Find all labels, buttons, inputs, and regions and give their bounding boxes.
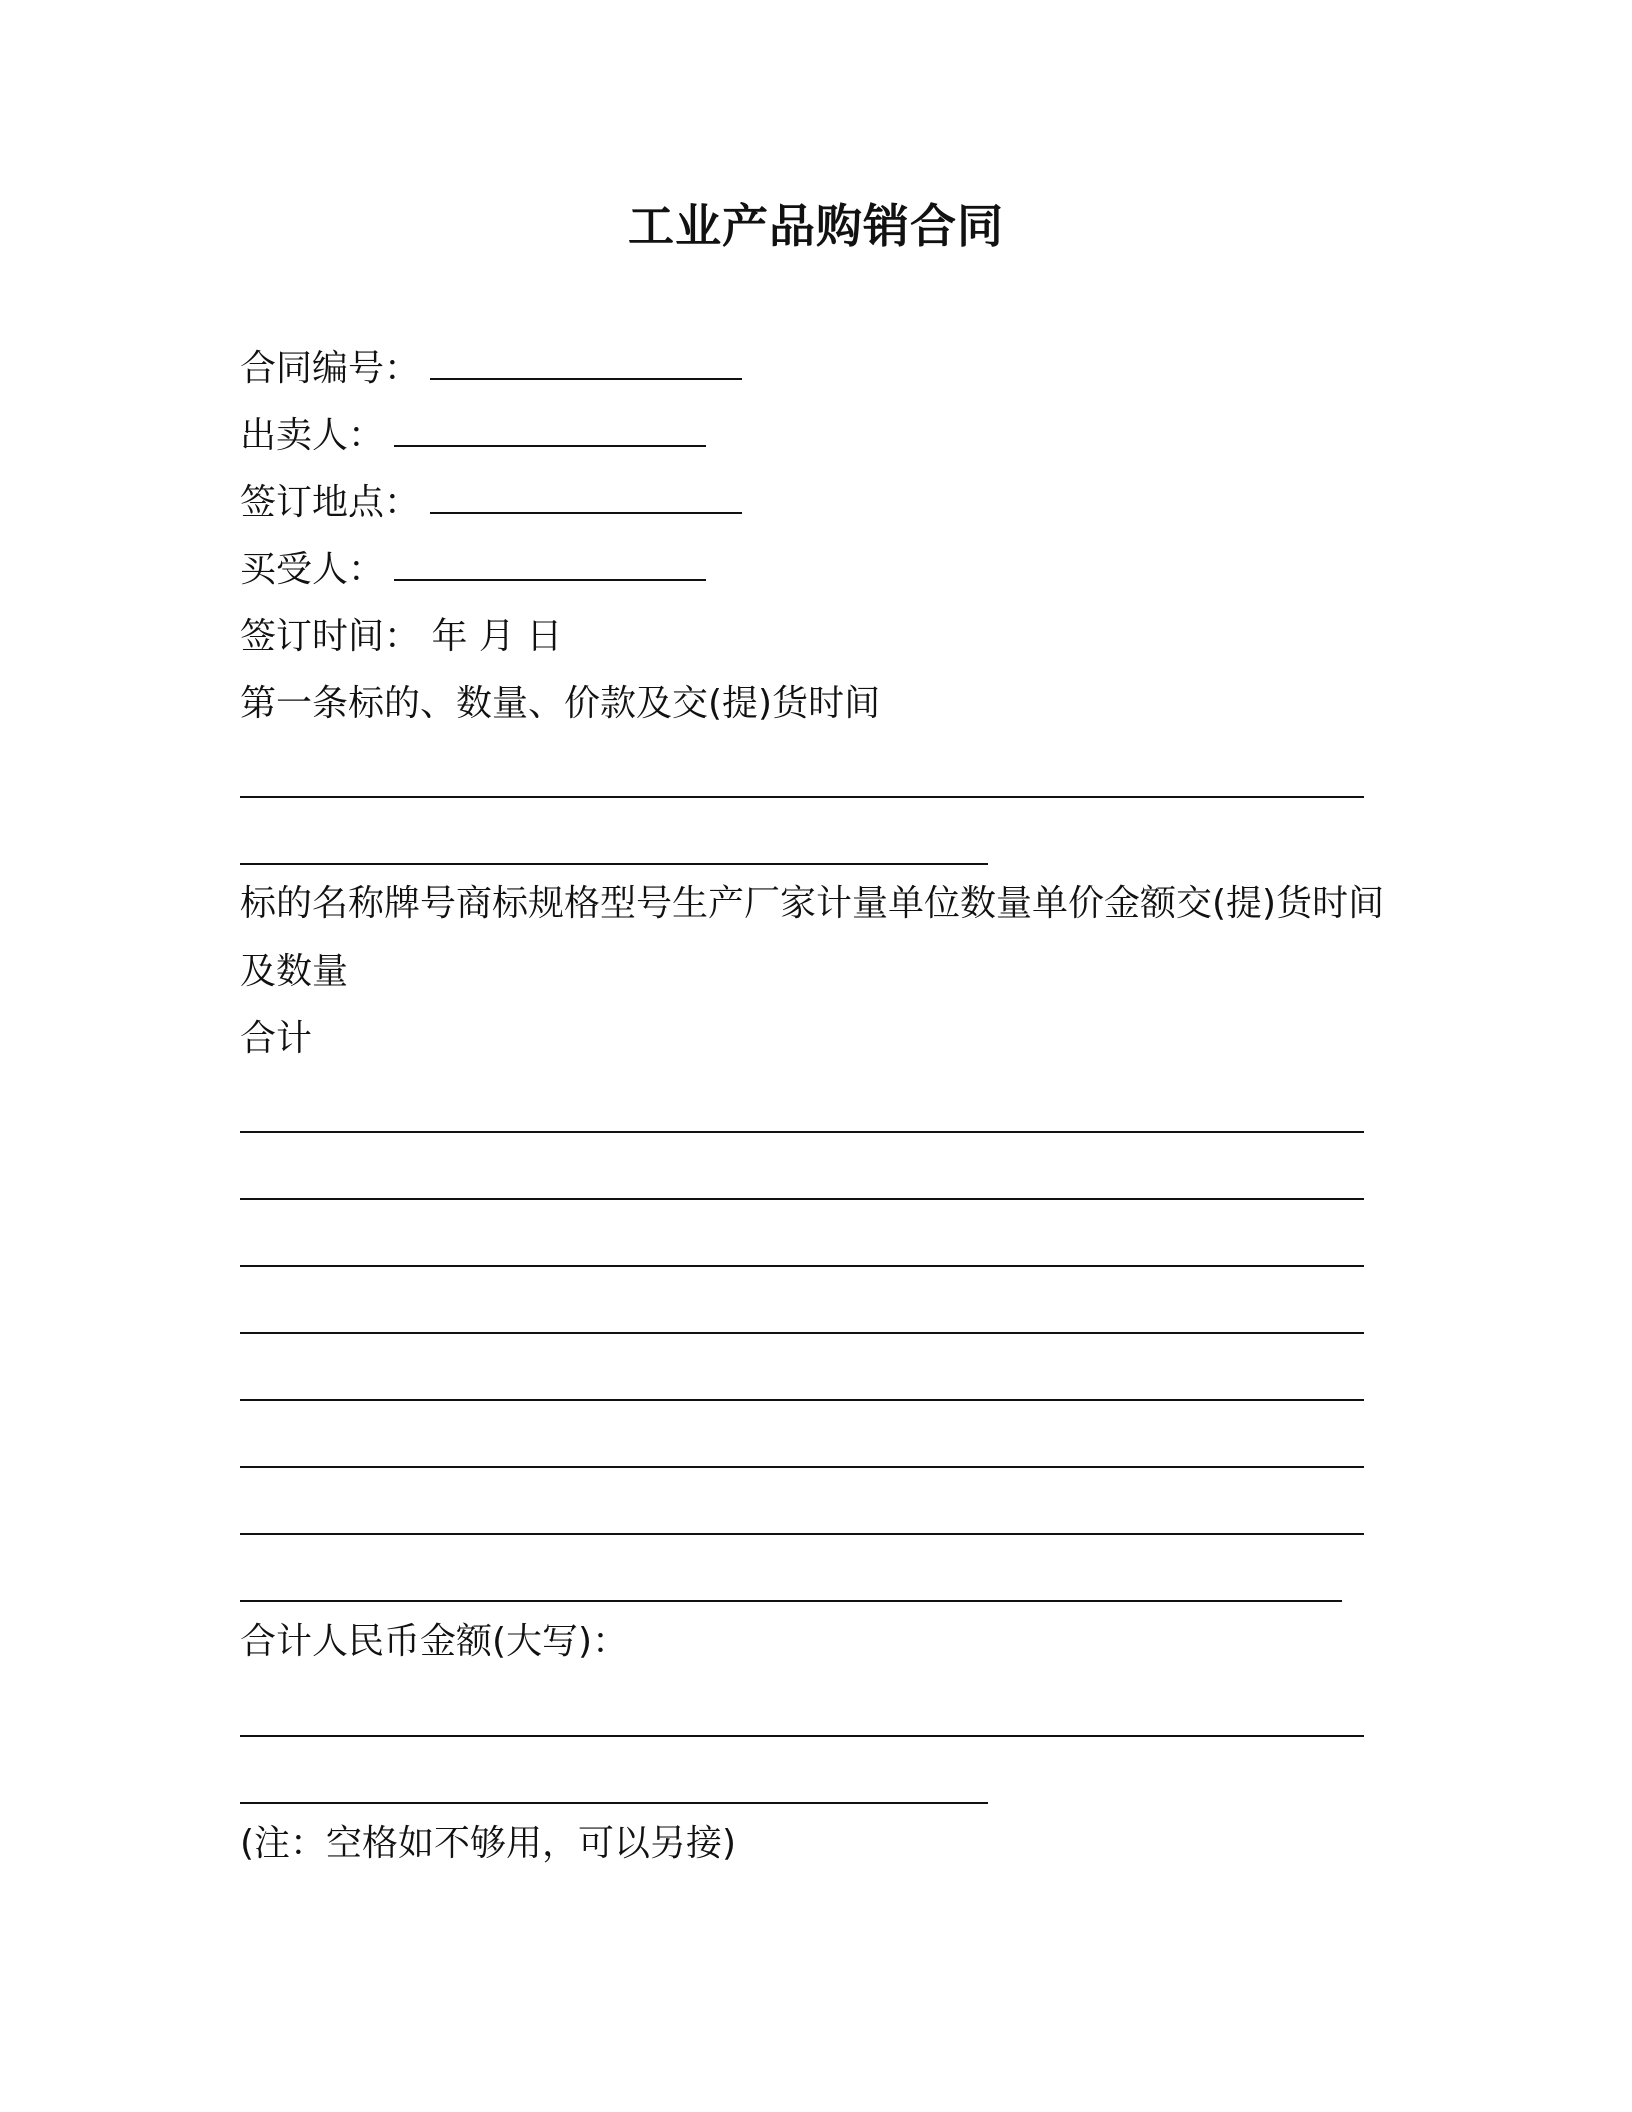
- fill-line[interactable]: [240, 1198, 1364, 1200]
- document-title: 工业产品购销合同: [628, 199, 1004, 253]
- signing-place-row: [240, 478, 742, 528]
- buyer-label: 买受人：: [240, 549, 385, 590]
- contract-number-row: [240, 344, 742, 394]
- seller-label: 出卖人：: [240, 415, 385, 456]
- fill-line[interactable]: [240, 1131, 1364, 1133]
- fill-line[interactable]: [240, 1533, 1364, 1535]
- fill-line[interactable]: [240, 1600, 1342, 1602]
- fill-line[interactable]: [240, 1802, 988, 1804]
- table-headers-text: 标的名称牌号商标规格型号生产厂家计量单位数量单价金额交(提)货时间及数量: [240, 883, 1385, 992]
- amount-label: 合计人民币金额(大写)：: [240, 1621, 629, 1662]
- fill-line[interactable]: [240, 1399, 1364, 1401]
- seller-row: [240, 411, 706, 461]
- fill-line[interactable]: [240, 1265, 1364, 1267]
- fill-line[interactable]: [240, 1332, 1364, 1334]
- fill-line[interactable]: [240, 1466, 1364, 1468]
- fill-line[interactable]: [240, 796, 1364, 798]
- fill-line[interactable]: [240, 863, 988, 865]
- buyer-blank[interactable]: [394, 545, 706, 581]
- signing-time-text: 签订时间： 年 月 日: [240, 616, 563, 657]
- buyer-row: [240, 545, 706, 595]
- fill-line[interactable]: [240, 1735, 1364, 1737]
- contract-number-blank[interactable]: [430, 344, 742, 380]
- signing-place-blank[interactable]: [430, 478, 742, 514]
- article1-heading: 第一条标的、数量、价款及交(提)货时间: [240, 683, 881, 724]
- signing-time-row: [240, 612, 562, 662]
- seller-blank[interactable]: [394, 411, 706, 447]
- contract-number-label: 合同编号：: [240, 348, 421, 389]
- signing-place-label: 签订地点：: [240, 482, 421, 523]
- total-label: 合计: [240, 1018, 313, 1059]
- note-text: (注：空格如不够用，可以另接): [240, 1823, 737, 1864]
